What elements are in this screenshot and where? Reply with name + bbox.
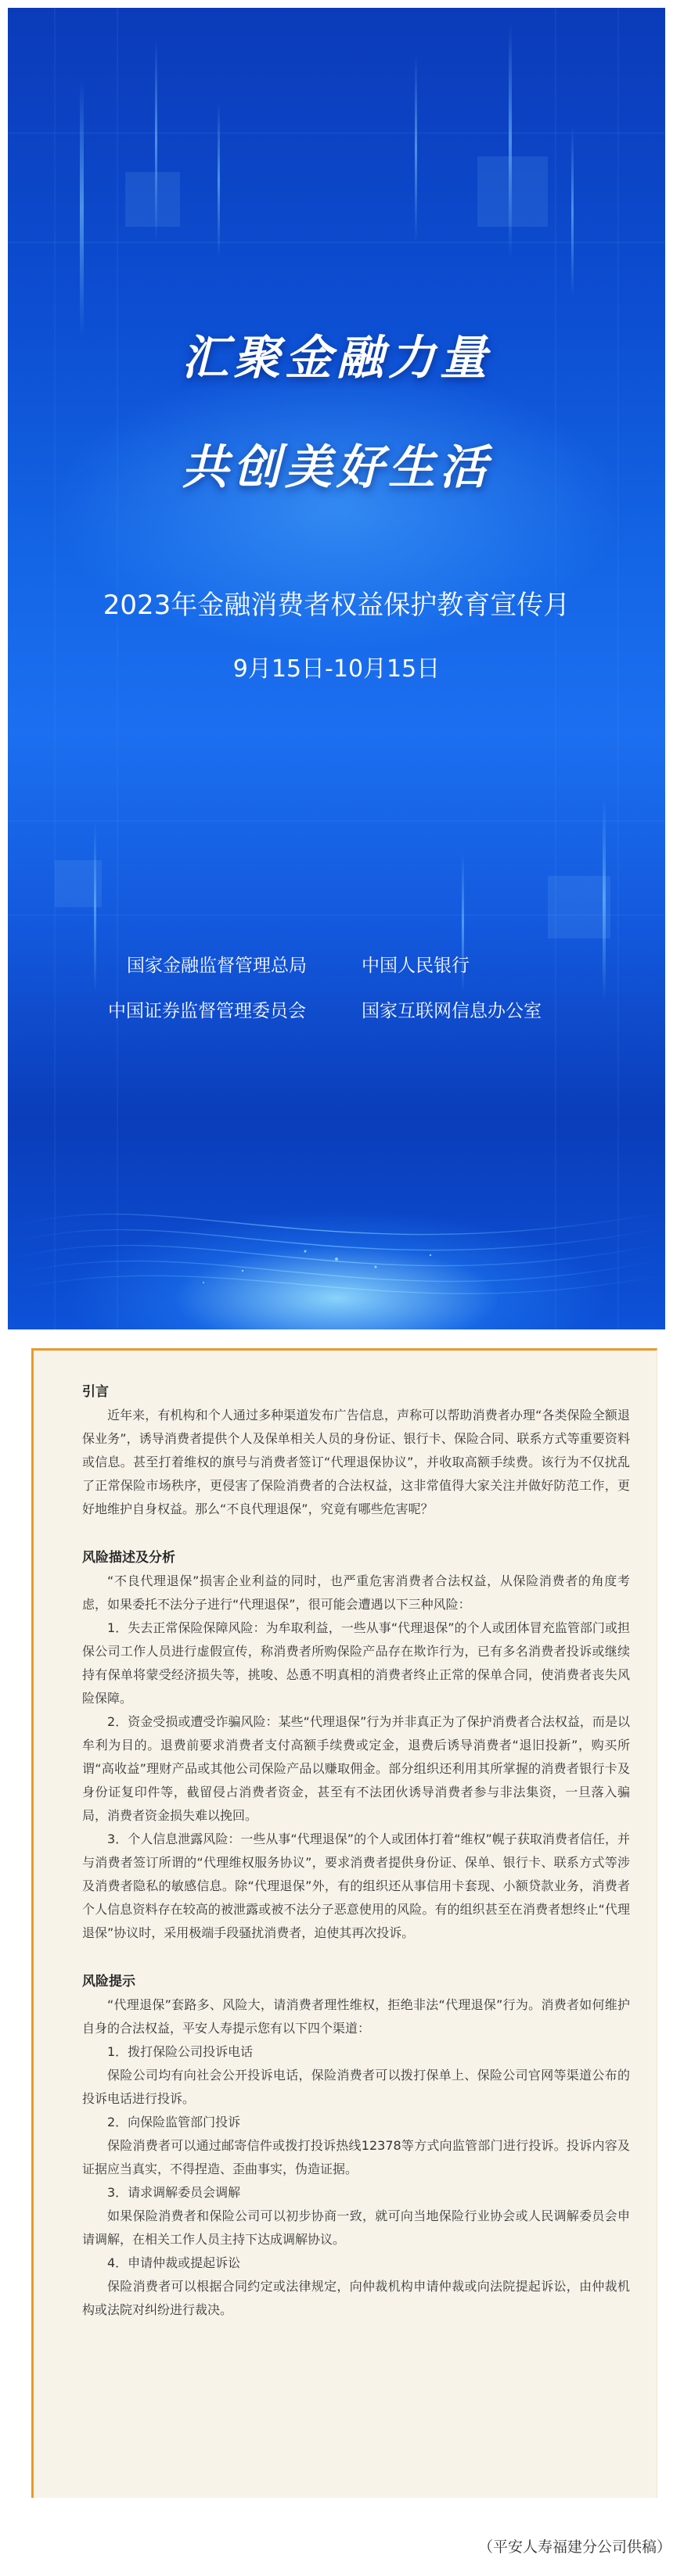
- risk-item: 2．资金受损或遭受诈骗风险：某些“代理退保”行为并非真正为了保护消费者合法权益，而是以牟利为目的。退费前要求消费者支付高额手续费或定金，退费后诱导消费者“退旧投新”，购买所谓“高收益”理财产品或其他公司保险产品以赚取佣金。部分组织还利用其所掌握的消费者银行卡及身份证复印件等，截留侵占消费者资金，甚至有不法团伙诱导消费者参与非法集资，一旦落入骗局，消费者资金损失难以挽回。: [82, 1714, 630, 1823]
- tip-channel-title: 4．申请仲裁或提起诉讼: [107, 2255, 241, 2270]
- tip-channel-text: 保险消费者可以通过邮寄信件或拨打投诉热线12378等方式向监管部门进行投诉。投诉内容及证据应当真实，不得捏造、歪曲事实，伪造证据。: [82, 2138, 630, 2176]
- tips-heading: 风险提示: [82, 1974, 135, 1989]
- tip-channel-text: 如果保险消费者和保险公司可以初步协商一致，就可向当地保险行业协会或人民调解委员会申请调解，在相关工作人员主持下达成调解协议。: [82, 2208, 630, 2247]
- poster-headline-line2: 共创美好生活: [182, 440, 491, 495]
- intro-heading: 引言: [82, 1384, 109, 1400]
- tip-channel-text: 保险公司均有向社会公开投诉电话，保险消费者可以拨打保单上、保险公司官网等渠道公布的投诉电话进行投诉。: [82, 2068, 630, 2106]
- organizer-csrc: 中国证券监督管理委员会: [108, 1001, 306, 1021]
- organizer-cac: 国家互联网信息办公室: [362, 1001, 542, 1021]
- campaign-subtitle: 2023年金融消费者权益保护教育宣传月: [103, 590, 570, 621]
- risk-intro-paragraph: “不良代理退保”损害企业利益的同时，也严重危害消费者合法权益，从保险消费者的角度考虑，如果委托不法分子进行“代理退保”，很可能会遭遇以下三种风险：: [82, 1573, 630, 1612]
- organizer-pboc: 中国人民银行: [362, 956, 470, 976]
- article-card: [31, 1348, 657, 2498]
- risk-heading: 风险描述及分析: [82, 1550, 175, 1566]
- risk-item: 3．个人信息泄露风险：一些从事“代理退保”的个人或团体打着“维权”幌子获取消费者信任，并与消费者签订所谓的“代理维权服务协议”，要求消费者提供身份证、保单、银行卡、联系方式等涉及消费者隐私的敏感信息。除“代理退保”外，有的组织还从事信用卡套现、小额贷款业务，消费者个人信息资料存在较高的被泄露或被不法分子恶意使用的风险。有的组织甚至在消费者想终止“代理退保”协议时，采用极端手段骚扰消费者，迫使其再次投诉。: [82, 1832, 630, 1940]
- tip-channel-title: 3．请求调解委员会调解: [107, 2185, 241, 2200]
- intro-paragraph: 近年来，有机构和个人通过多种渠道发布广告信息，声称可以帮助消费者办理“各类保险全额退保业务”，诱导消费者提供个人及保单相关人员的身份证、银行卡、保险合同、联系方式等重要资料或信息。甚至打着维权的旗号与消费者签订“代理退保协议”，并收取高额手续费。该行为不仅扰乱了正常保险市场秩序，更侵害了保险消费者的合法权益，这非常值得大家关注并做好防范工作，更好地维护自身权益。那么“不良代理退保”，究竟有哪些危害呢？: [82, 1408, 630, 1516]
- tip-channel-title: 2．向保险监管部门投诉: [107, 2115, 241, 2129]
- organizer-nfra: 国家金融监督管理总局: [127, 956, 307, 976]
- campaign-poster: [8, 8, 665, 1329]
- risk-item: 1．失去正常保险保障风险：为牟取利益，一些从事“代理退保”的个人或团体冒充监管部门或担保公司工作人员进行虚假宣传，称消费者所购保险产品存在欺诈行为，已有多名消费者投诉或继续持有保单将蒙受经济损失等，挑唆、怂恿不明真相的消费者终止正常的保单合同，使消费者丧失风险保障。: [82, 1620, 630, 1706]
- article-body: [82, 1380, 630, 2322]
- campaign-date-range: 9月15日-10月15日: [232, 655, 441, 683]
- poster-glow: [8, 1165, 665, 1329]
- tip-channel-title: 1．拨打保险公司投诉电话: [107, 2044, 254, 2059]
- poster-headline-line1: 汇聚金融力量: [182, 331, 491, 386]
- article-credit: （平安人寿福建分公司供稿）: [477, 2538, 671, 2556]
- tips-intro-paragraph: “代理退保”套路多、风险大，请消费者理性维权，拒绝非法“代理退保”行为。消费者如何维护自身的合法权益，平安人寿提示您有以下四个渠道：: [82, 1997, 630, 2036]
- tip-channel-text: 保险消费者可以根据合同约定或法律规定，向仲裁机构申请仲裁或向法院提起诉讼，由仲裁机构或法院对纠纷进行裁决。: [82, 2279, 630, 2317]
